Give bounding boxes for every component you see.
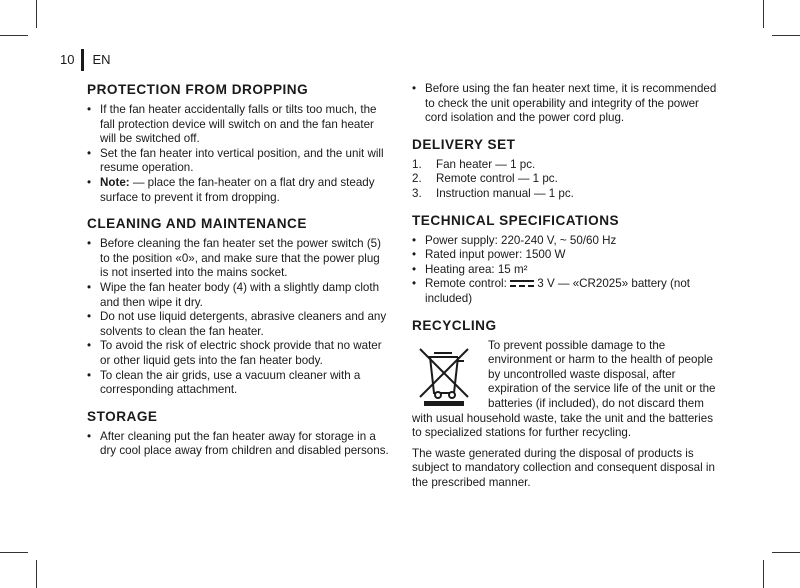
list-item: • Power supply: 220-240 V, ~ 50/60 Hz — [412, 233, 617, 247]
crop-mark — [36, 0, 37, 28]
crop-mark — [0, 552, 28, 553]
page-number: 10 — [60, 51, 75, 67]
left-column — [87, 82, 390, 459]
right-column — [412, 82, 720, 490]
list-item: • Before using the fan heater next time, it is recommended to check the unit operability and integrity of the power cord isolation and the power cord plug. — [412, 82, 717, 125]
section-title-storage: STORAGE — [87, 408, 158, 424]
list-item: • Do not use liquid detergents, abrasive cleaners and any solvents to clean the fan heater. — [87, 310, 387, 338]
protection-list — [87, 103, 390, 205]
list-item: • Set the fan heater into vertical position, and the unit will resume operation. — [87, 146, 384, 175]
list-item: • Rated input power: 1500 W — [412, 248, 566, 262]
note-label: Note: — [100, 175, 130, 189]
storage-list — [87, 430, 390, 459]
list-item: • Wipe the fan heater body (4) with a slightly damp cloth and then wipe it dry. — [87, 280, 380, 309]
header-divider — [81, 49, 84, 71]
waste-paragraph: The waste generated during the disposal of products is subject to mandatory collection and consequent disposal in the prescribed manner. — [412, 446, 715, 489]
crop-mark — [0, 35, 28, 36]
crop-mark — [772, 552, 800, 553]
list-item: • Heating area: 15 m² — [412, 262, 528, 276]
direct-current-icon — [510, 279, 534, 288]
crop-mark — [772, 35, 800, 36]
section-title-cleaning: CLEANING AND MAINTENANCE — [87, 216, 307, 232]
specs-list — [412, 234, 720, 307]
crop-mark — [763, 560, 764, 588]
section-title-specs: TECHNICAL SPECIFICATIONS — [412, 212, 620, 228]
section-title-delivery: DELIVERY SET — [412, 136, 516, 152]
delivery-list — [412, 158, 720, 202]
list-item: 2. Remote control — 1 pc. — [412, 172, 558, 186]
language-code: EN — [92, 51, 111, 67]
crop-mark — [763, 0, 764, 28]
list-item: • To avoid the risk of electric shock provide that no water or other liquid gets into the fan heater body. — [87, 339, 382, 367]
list-item: 1. Fan heater — 1 pc. — [412, 157, 536, 171]
list-item: • Before cleaning the fan heater set the power switch (5) to the position «0», and make sure that the power plug is not inserted into the mains socket. — [87, 237, 381, 280]
list-item: 3. Instruction manual — 1 pc. — [412, 186, 574, 200]
list-item: • To clean the air grids, use a vacuum cleaner with a corresponding attachment. — [87, 368, 361, 397]
section-title-recycling: RECYCLING — [412, 317, 497, 333]
recycling-block — [412, 339, 720, 491]
recycling-paragraph: To prevent possible damage to the environment or harm to the health of people by uncontrolled waste disposal, after expiration of the service life of the unit or the batteries (if included), do not discard them with usual household waste, take the unit and the batteries to specialized stations for further recycling. — [412, 338, 716, 440]
section-title-protection: PROTECTION FROM DROPPING — [87, 82, 309, 97]
cleaning-list — [87, 237, 390, 398]
list-item: • After cleaning put the fan heater away for storage in a dry cool place away from children and disabled persons. — [87, 429, 389, 458]
crop-mark — [36, 560, 37, 588]
page-header — [60, 49, 111, 71]
list-item-note: • Note: — place the fan-heater on a flat dry and steady surface to prevent it from dropping. — [87, 175, 375, 204]
maintenance-continued-list — [412, 82, 720, 126]
list-item: • If the fan heater accidentally falls or tilts too much, the fall protection device will switch on and the fan heater will be switched off. — [87, 103, 377, 146]
crossed-out-wheelie-bin-icon — [412, 343, 476, 407]
list-item: • Remote control: 3 V — «CR2025» battery (not included) — [412, 277, 691, 305]
